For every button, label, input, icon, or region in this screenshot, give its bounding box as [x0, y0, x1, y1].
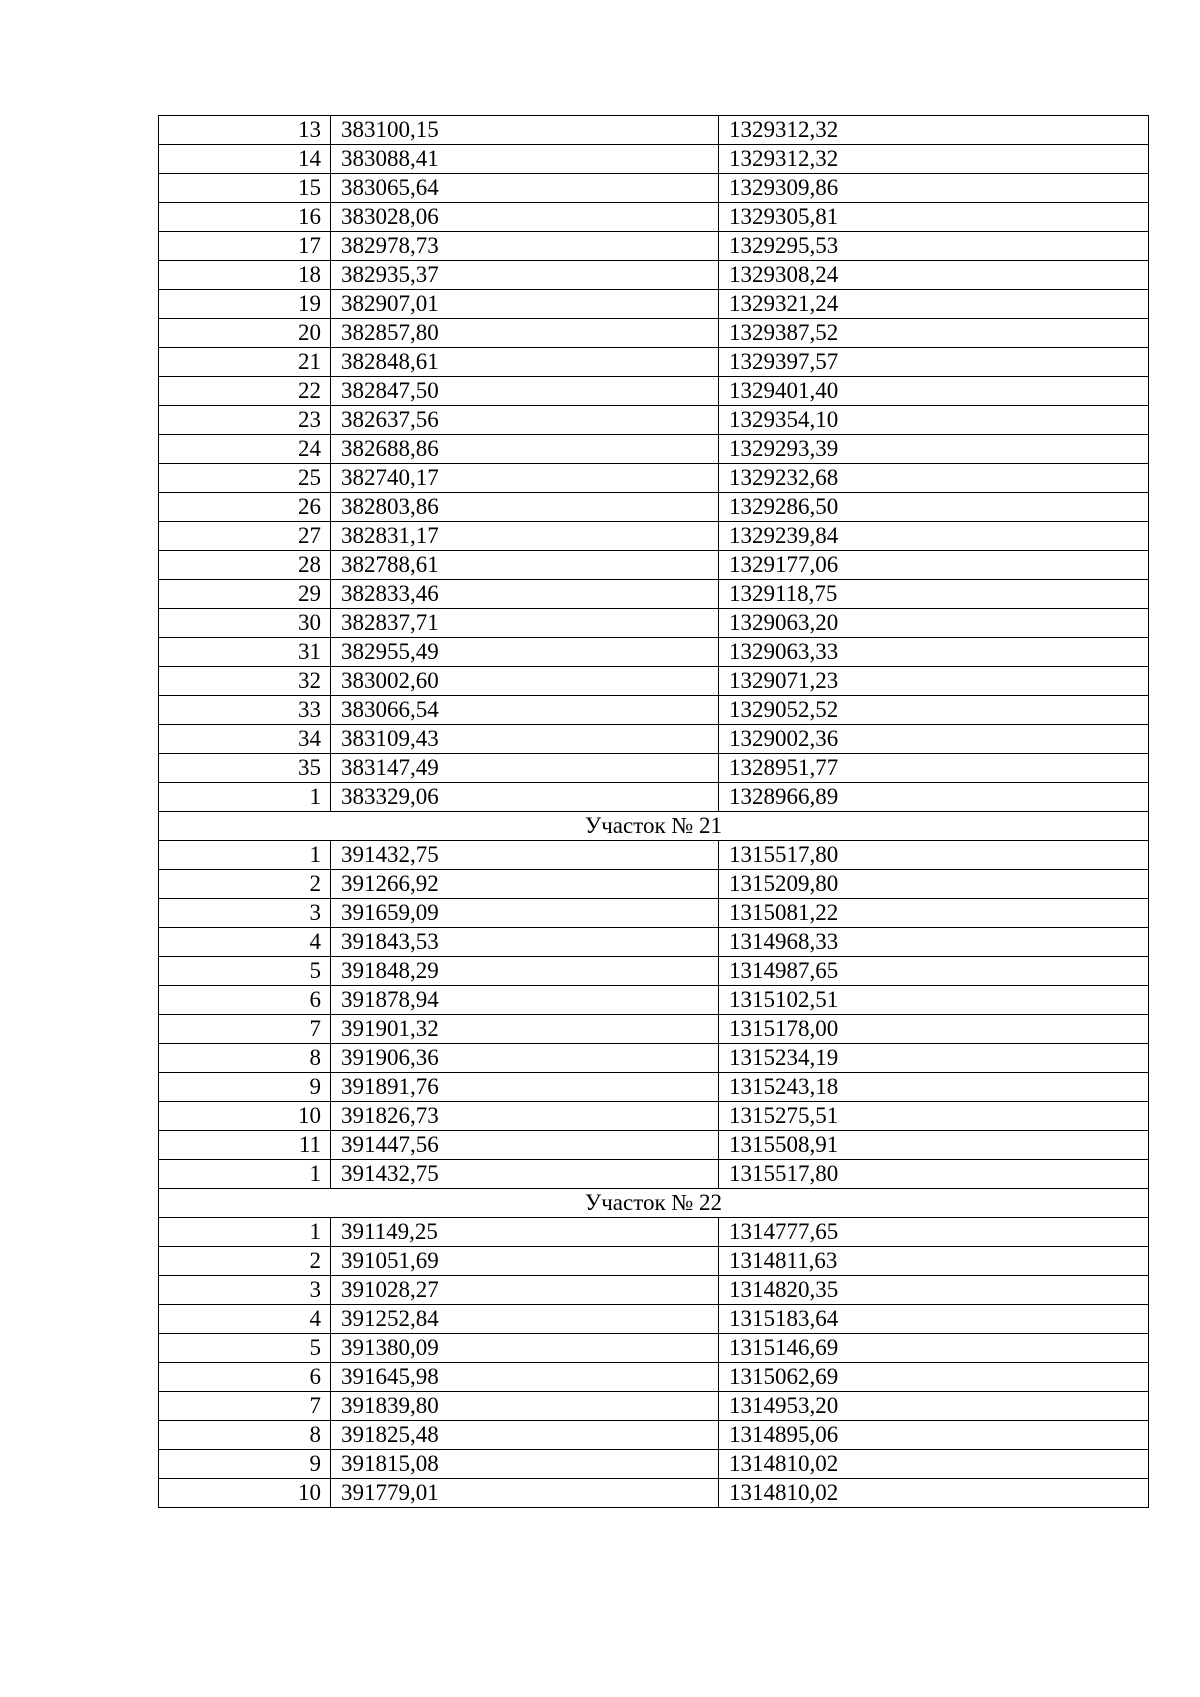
y-coordinate-cell: 1329397,57: [719, 348, 1149, 377]
x-coordinate-cell: 382955,49: [331, 638, 719, 667]
y-coordinate-cell: 1315062,69: [719, 1363, 1149, 1392]
table-row: [159, 1450, 1149, 1479]
x-coordinate-cell: 382637,56: [331, 406, 719, 435]
y-coordinate-cell: 1314777,65: [719, 1218, 1149, 1247]
table-row: [159, 377, 1149, 406]
y-coordinate-cell: 1314895,06: [719, 1421, 1149, 1450]
point-number-cell: 7: [159, 1015, 331, 1044]
x-coordinate-cell: 391028,27: [331, 1276, 719, 1305]
x-coordinate-cell: 391252,84: [331, 1305, 719, 1334]
y-coordinate-cell: 1314810,02: [719, 1450, 1149, 1479]
point-number-cell: 34: [159, 725, 331, 754]
point-number-cell: 25: [159, 464, 331, 493]
table-row: [159, 754, 1149, 783]
y-coordinate-cell: 1329401,40: [719, 377, 1149, 406]
point-number-cell: 9: [159, 1073, 331, 1102]
table-row: [159, 1392, 1149, 1421]
x-coordinate-cell: 391380,09: [331, 1334, 719, 1363]
y-coordinate-cell: 1329321,24: [719, 290, 1149, 319]
point-number-cell: 4: [159, 1305, 331, 1334]
y-coordinate-cell: 1329118,75: [719, 580, 1149, 609]
point-number-cell: 11: [159, 1131, 331, 1160]
x-coordinate-cell: 383100,15: [331, 116, 719, 145]
y-coordinate-cell: 1329312,32: [719, 145, 1149, 174]
x-coordinate-cell: 382833,46: [331, 580, 719, 609]
y-coordinate-cell: 1314953,20: [719, 1392, 1149, 1421]
table-row: [159, 667, 1149, 696]
point-number-cell: 24: [159, 435, 331, 464]
point-number-cell: 6: [159, 1363, 331, 1392]
y-coordinate-cell: 1329308,24: [719, 261, 1149, 290]
table-row: [159, 1073, 1149, 1102]
table-row: [159, 522, 1149, 551]
point-number-cell: 20: [159, 319, 331, 348]
point-number-cell: 1: [159, 841, 331, 870]
point-number-cell: 1: [159, 783, 331, 812]
y-coordinate-cell: 1314987,65: [719, 957, 1149, 986]
x-coordinate-cell: 391447,56: [331, 1131, 719, 1160]
y-coordinate-cell: 1315234,19: [719, 1044, 1149, 1073]
x-coordinate-cell: 391906,36: [331, 1044, 719, 1073]
y-coordinate-cell: 1329354,10: [719, 406, 1149, 435]
y-coordinate-cell: 1329295,53: [719, 232, 1149, 261]
point-number-cell: 27: [159, 522, 331, 551]
y-coordinate-cell: 1315209,80: [719, 870, 1149, 899]
y-coordinate-cell: 1315508,91: [719, 1131, 1149, 1160]
x-coordinate-cell: 382688,86: [331, 435, 719, 464]
x-coordinate-cell: 383028,06: [331, 203, 719, 232]
x-coordinate-cell: 383088,41: [331, 145, 719, 174]
point-number-cell: 3: [159, 1276, 331, 1305]
point-number-cell: 1: [159, 1218, 331, 1247]
x-coordinate-cell: 391843,53: [331, 928, 719, 957]
table-row: [159, 203, 1149, 232]
y-coordinate-cell: 1329063,20: [719, 609, 1149, 638]
table-row: [159, 464, 1149, 493]
point-number-cell: 32: [159, 667, 331, 696]
table-row: [159, 406, 1149, 435]
point-number-cell: 2: [159, 1247, 331, 1276]
point-number-cell: 23: [159, 406, 331, 435]
section-header-row: [159, 812, 1149, 841]
y-coordinate-cell: 1329177,06: [719, 551, 1149, 580]
point-number-cell: 33: [159, 696, 331, 725]
section-title: Участок № 21: [159, 812, 1149, 841]
y-coordinate-cell: 1329239,84: [719, 522, 1149, 551]
table-row: [159, 1363, 1149, 1392]
y-coordinate-cell: 1314820,35: [719, 1276, 1149, 1305]
point-number-cell: 8: [159, 1044, 331, 1073]
x-coordinate-cell: 391659,09: [331, 899, 719, 928]
x-coordinate-cell: 382831,17: [331, 522, 719, 551]
x-coordinate-cell: 382848,61: [331, 348, 719, 377]
table-row: [159, 1247, 1149, 1276]
x-coordinate-cell: 383109,43: [331, 725, 719, 754]
table-row: [159, 319, 1149, 348]
y-coordinate-cell: 1328951,77: [719, 754, 1149, 783]
y-coordinate-cell: 1315183,64: [719, 1305, 1149, 1334]
point-number-cell: 4: [159, 928, 331, 957]
point-number-cell: 7: [159, 1392, 331, 1421]
y-coordinate-cell: 1315517,80: [719, 841, 1149, 870]
y-coordinate-cell: 1329293,39: [719, 435, 1149, 464]
point-number-cell: 10: [159, 1479, 331, 1508]
x-coordinate-cell: 391645,98: [331, 1363, 719, 1392]
y-coordinate-cell: 1328966,89: [719, 783, 1149, 812]
table-row: [159, 232, 1149, 261]
point-number-cell: 2: [159, 870, 331, 899]
table-row: [159, 1102, 1149, 1131]
point-number-cell: 6: [159, 986, 331, 1015]
table-row: [159, 551, 1149, 580]
section-title: Участок № 22: [159, 1189, 1149, 1218]
x-coordinate-cell: 383002,60: [331, 667, 719, 696]
table-row: [159, 261, 1149, 290]
table-row: [159, 1421, 1149, 1450]
y-coordinate-cell: 1314811,63: [719, 1247, 1149, 1276]
y-coordinate-cell: 1314968,33: [719, 928, 1149, 957]
y-coordinate-cell: 1315146,69: [719, 1334, 1149, 1363]
table-row: [159, 1218, 1149, 1247]
coordinates-table-body: [159, 116, 1149, 1508]
x-coordinate-cell: 391432,75: [331, 841, 719, 870]
table-row: [159, 986, 1149, 1015]
table-row: [159, 1305, 1149, 1334]
x-coordinate-cell: 391848,29: [331, 957, 719, 986]
x-coordinate-cell: 391815,08: [331, 1450, 719, 1479]
point-number-cell: 21: [159, 348, 331, 377]
y-coordinate-cell: 1329387,52: [719, 319, 1149, 348]
x-coordinate-cell: 391878,94: [331, 986, 719, 1015]
point-number-cell: 5: [159, 1334, 331, 1363]
x-coordinate-cell: 382837,71: [331, 609, 719, 638]
x-coordinate-cell: 382788,61: [331, 551, 719, 580]
point-number-cell: 3: [159, 899, 331, 928]
y-coordinate-cell: 1314810,02: [719, 1479, 1149, 1508]
table-row: [159, 1015, 1149, 1044]
x-coordinate-cell: 391149,25: [331, 1218, 719, 1247]
table-row: [159, 1160, 1149, 1189]
table-row: [159, 638, 1149, 667]
point-number-cell: 18: [159, 261, 331, 290]
y-coordinate-cell: 1329309,86: [719, 174, 1149, 203]
table-row: [159, 870, 1149, 899]
coordinates-table: [158, 115, 1149, 1508]
table-row: [159, 899, 1149, 928]
table-row: [159, 957, 1149, 986]
x-coordinate-cell: 391779,01: [331, 1479, 719, 1508]
y-coordinate-cell: 1329232,68: [719, 464, 1149, 493]
table-row: [159, 1479, 1149, 1508]
y-coordinate-cell: 1315517,80: [719, 1160, 1149, 1189]
point-number-cell: 29: [159, 580, 331, 609]
table-row: [159, 145, 1149, 174]
x-coordinate-cell: 391266,92: [331, 870, 719, 899]
x-coordinate-cell: 382978,73: [331, 232, 719, 261]
x-coordinate-cell: 382847,50: [331, 377, 719, 406]
table-row: [159, 580, 1149, 609]
point-number-cell: 17: [159, 232, 331, 261]
point-number-cell: 8: [159, 1421, 331, 1450]
table-row: [159, 1131, 1149, 1160]
point-number-cell: 15: [159, 174, 331, 203]
section-header-row: [159, 1189, 1149, 1218]
table-row: [159, 290, 1149, 319]
y-coordinate-cell: 1315243,18: [719, 1073, 1149, 1102]
table-row: [159, 609, 1149, 638]
point-number-cell: 26: [159, 493, 331, 522]
table-row: [159, 696, 1149, 725]
point-number-cell: 35: [159, 754, 331, 783]
point-number-cell: 9: [159, 1450, 331, 1479]
y-coordinate-cell: 1315081,22: [719, 899, 1149, 928]
x-coordinate-cell: 391826,73: [331, 1102, 719, 1131]
y-coordinate-cell: 1329052,52: [719, 696, 1149, 725]
y-coordinate-cell: 1315102,51: [719, 986, 1149, 1015]
table-row: [159, 1276, 1149, 1305]
x-coordinate-cell: 383065,64: [331, 174, 719, 203]
x-coordinate-cell: 383066,54: [331, 696, 719, 725]
y-coordinate-cell: 1315275,51: [719, 1102, 1149, 1131]
point-number-cell: 30: [159, 609, 331, 638]
point-number-cell: 10: [159, 1102, 331, 1131]
x-coordinate-cell: 391051,69: [331, 1247, 719, 1276]
point-number-cell: 19: [159, 290, 331, 319]
table-row: [159, 928, 1149, 957]
y-coordinate-cell: 1329071,23: [719, 667, 1149, 696]
x-coordinate-cell: 383329,06: [331, 783, 719, 812]
table-row: [159, 841, 1149, 870]
y-coordinate-cell: 1329002,36: [719, 725, 1149, 754]
table-row: [159, 116, 1149, 145]
point-number-cell: 13: [159, 116, 331, 145]
y-coordinate-cell: 1329063,33: [719, 638, 1149, 667]
table-row: [159, 493, 1149, 522]
x-coordinate-cell: 391891,76: [331, 1073, 719, 1102]
x-coordinate-cell: 391901,32: [331, 1015, 719, 1044]
y-coordinate-cell: 1315178,00: [719, 1015, 1149, 1044]
x-coordinate-cell: 382907,01: [331, 290, 719, 319]
x-coordinate-cell: 391839,80: [331, 1392, 719, 1421]
x-coordinate-cell: 391432,75: [331, 1160, 719, 1189]
table-row: [159, 174, 1149, 203]
x-coordinate-cell: 382740,17: [331, 464, 719, 493]
x-coordinate-cell: 382803,86: [331, 493, 719, 522]
y-coordinate-cell: 1329286,50: [719, 493, 1149, 522]
x-coordinate-cell: 382857,80: [331, 319, 719, 348]
table-row: [159, 1044, 1149, 1073]
point-number-cell: 31: [159, 638, 331, 667]
x-coordinate-cell: 391825,48: [331, 1421, 719, 1450]
table-row: [159, 1334, 1149, 1363]
point-number-cell: 5: [159, 957, 331, 986]
point-number-cell: 16: [159, 203, 331, 232]
y-coordinate-cell: 1329312,32: [719, 116, 1149, 145]
point-number-cell: 28: [159, 551, 331, 580]
x-coordinate-cell: 383147,49: [331, 754, 719, 783]
y-coordinate-cell: 1329305,81: [719, 203, 1149, 232]
table-row: [159, 725, 1149, 754]
table-row: [159, 348, 1149, 377]
point-number-cell: 1: [159, 1160, 331, 1189]
x-coordinate-cell: 382935,37: [331, 261, 719, 290]
table-row: [159, 435, 1149, 464]
table-row: [159, 783, 1149, 812]
point-number-cell: 14: [159, 145, 331, 174]
point-number-cell: 22: [159, 377, 331, 406]
